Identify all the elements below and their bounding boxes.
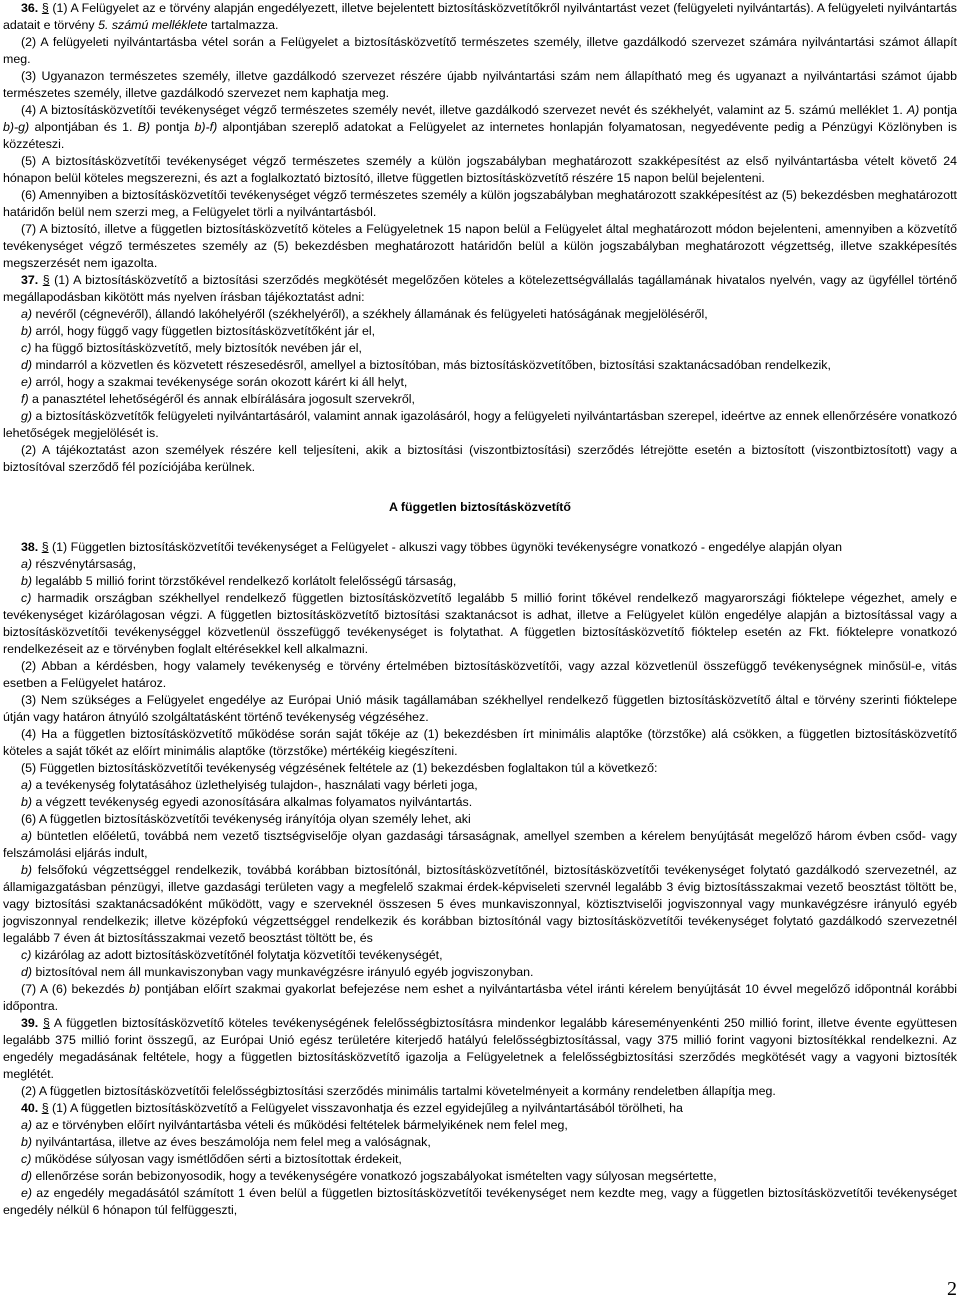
paragraph: (4) Ha a független biztosításközvetítő működése során saját tőkéje az (1) bekezdésben írt minimális alaptőke (törzstőke) alá csökken, a független biztosításközvetítő köteles a saját tőkét az előírt minimális alaptőke (törzstőke) mértékéig kiegészíteni. xyxy=(3,727,957,758)
paragraph: (2) Abban a kérdésben, hogy valamely tevékenység e törvény értelmében biztosításközvetítői, vagy azzal közvetlenül összefüggő tevékenységnek minősül-e, vitás esetben a Felügyelet határoz. xyxy=(3,659,957,690)
paragraph: c) kizárólag az adott biztosításközvetítőnél folytatja közvetítői tevékenységét, xyxy=(21,948,443,962)
paragraph: b) arról, hogy függő vagy független biztosításközvetítőként jár el, xyxy=(21,324,376,338)
paragraph: (7) A biztosító, illetve a független biztosításközvetítő köteles a Felügyeletnek 15 napon belül a Felügyelet által meghatározott módon bejelenteni, amennyiben a közvetítő tevékenységet végző természetes személy az (5) bekezdésben meghatározott határidőn belül a külön jogszabályban meghatározott végzettség, illetve szakképesítés megszerzését nem igazolta. xyxy=(3,222,957,270)
paragraph: c) működése súlyosan vagy ismétlődően sérti a biztosítottak érdekeit, xyxy=(21,1152,402,1166)
paragraph: e) arról, hogy a szakmai tevékenysége során okozott kárért ki áll helyt, xyxy=(21,375,408,389)
paragraph: b) a végzett tevékenység egyedi azonosítására alkalmas folyamatos nyilvántartás. xyxy=(21,795,473,809)
paragraph: (5) Független biztosításközvetítői tevékenység végzésének feltétele az (1) bekezdésben foglaltakon túl a következő: xyxy=(21,761,658,775)
paragraph: a) büntetlen előéletű, továbbá nem vezető tisztségviselője olyan gazdasági társaságnak, amellyel szemben a kérelem benyújtását megelőző három évben csőd- vagy felszámolási eljárás indult, xyxy=(3,829,957,860)
paragraph: (5) A biztosításközvetítői tevékenységet végző természetes személy a külön jogszabályban meghatározott szakképesítést az első nyilvántartásba vételt követő 24 hónapon belül köteles megszerezni, és azt a foglalkoztató biztosító, illetve független biztosításközvetítő részére 15 napon belül bejelenteni. xyxy=(3,154,957,185)
paragraph: (7) A (6) bekezdés b) pontjában előírt szakmai gyakorlat befejezése nem eshet a nyilvántartásba vétel iránti kérelem benyújtását 10 évvel megelőző időpontnál korábbi időpontra. xyxy=(3,982,957,1013)
paragraph: (3) Nem szükséges a Felügyelet engedélye az Európai Unió másik tagállamában székhellyel rendelkező független biztosításközvetítő által e törvény szerinti fióktelepe útján vagy határon átnyúló szolgáltatásként történő tevékenység végzéséhez. xyxy=(3,693,957,724)
paragraph: 37. § (1) A biztosításközvetítő a biztosítási szerződés megkötését megelőzően köteles a kötelezettségvállalás tagállamának hivatalos nyelvén, vagy az ügyféllel történő megállapodásban kikötött más nyelven írásban tájékoztatást adni: xyxy=(3,273,957,304)
paragraph: (6) A független biztosításközvetítői tevékenység irányítója olyan személy lehet, aki xyxy=(21,812,471,826)
paragraph: (2) A független biztosításközvetítői felelősségbiztosítási szerződés minimális tartalmi követelményeit a kormány rendeletben állapítja meg. xyxy=(21,1084,776,1098)
paragraph: a) nevéről (cégnevéről), állandó lakóhelyéről (székhelyéről), a székhely államának és felügyeleti hatóságának megjelöléséről, xyxy=(21,307,708,321)
paragraph: (4) A biztosításközvetítői tevékenységet végző természetes személy nevét, illetve gazdálkodó szervezet nevét és székhelyét, valamint az 5. számú melléklet 1. A) pontja b)-g) alpontjában és 1. B) pontja b)-f) alpontjában szereplő adatokat a Felügyelet az internetes honlapján folyamatosan, negyedévente pedig a Pénzügyi Közlönyben is közzéteszi. xyxy=(3,103,957,151)
paragraph: a) a tevékenység folytatásához üzlethelyiség tulajdon-, használati vagy bérleti joga, xyxy=(21,778,478,792)
paragraph: b) felsőfokú végzettséggel rendelkezik, továbbá korábban biztosítónál, biztosításközvetítőnél, biztosításközvetítői tevékenységet folytató gazdálkodó szervezetnél, az államigazgatásban pénzügyi, illetve gazdasági területen vagy a megfelelő szakmai érdek-képviseleti szervnél legalább 3 évig biztosításszakmai vezető beosztást töltött be, vagy biztosítási szaktanácsadóként működött, vagy e szerveknél összesen 5 éves munkaviszonnyal, köztisztviselői jogviszonnyal vagy munkavégzésre irányuló egyéb jogviszonnyal rendelkezik; illetve középfokú végzettséggel rendelkezik és korábban biztosítónál vagy biztosításközvetítői tevékenységet folytató gazdálkodó szervezetnél legalább 7 éven át biztosításszakmai vezető beosztást töltött be, és xyxy=(3,863,957,945)
paragraph: 39. § A független biztosításközvetítő köteles tevékenységének felelősségbiztosításra mindenkor legalább káreseményenkénti 250 millió forint, illetve évente együttesen legalább 375 millió forint összegű, az Európai Unió egész területére kiterjedő hatályú felelősségbiztosítással, vagy 375 millió forint vagyoni biztosítékkal rendelkezni. Az engedély megadásának feltétele, hogy a független biztosításközvetítő igazolja a Felügyeletnek a felelősségbiztosítási szerződés megkötését vagy a vagyoni biztosíték meglétét. xyxy=(3,1016,957,1081)
paragraph: 38. § (1) Független biztosításközvetítői tevékenységet a Felügyelet - alkuszi vagy többes ügynöki tevékenységre vonatkozó - engedélye alapján olyan xyxy=(21,540,843,554)
paragraph: a) részvénytársaság, xyxy=(21,557,137,571)
paragraph: 36. § (1) A Felügyelet az e törvény alapján engedélyezett, illetve bejelentett biztosításközvetítőkről nyilvántartást vezet (felügyeleti nyilvántartás). A felügyeleti nyilvántartás adatait e törvény 5. számú melléklete tartalmazza. xyxy=(3,1,957,32)
paragraph: d) biztosítóval nem áll munkaviszonyban vagy munkavégzésre irányuló egyéb jogviszonyban. xyxy=(21,965,534,979)
paragraph: d) mindarról a közvetlen és közvetett részesedésről, amellyel a biztosítóban, más biztosításközvetítőben, biztosítási szaktanácsadóban rendelkezik, xyxy=(21,358,831,372)
document-body xyxy=(3,0,957,1219)
paragraph: c) harmadik országban székhellyel rendelkező független biztosításközvetítő legalább 5 millió forint tőkével rendelkező magyarországi fióktelepe végezhet, amely e tevékenységet kizárólagosan végzi. A független biztosításközvetítő biztosítási szaktanácsot is adhat, illetve a Felügyelet külön engedélye alapján a biztosítással vagy a biztosításközvetítői tevékenységgel közvetlenül összefüggő tevékenységet is folytathat. A független biztosításközvetítő fióktelep esetén az Fkt. fióktelepre vonatkozó rendelkezéseit az e törvényben foglalt eltérésekkel kell alkalmazni. xyxy=(3,591,957,656)
paragraph: (2) A tájékoztatást azon személyek részére kell teljesíteni, akik a biztosítási (viszontbiztosítási) szerződés létrejötte esetén a biztosított (viszontbiztosított) vagy a biztosítóval szerződő fél pozíciójába kerülnek. xyxy=(3,443,957,474)
paragraph: c) ha függő biztosításközvetítő, mely biztosítók nevében jár el, xyxy=(21,341,362,355)
paragraph: a) az e törvényben előírt nyilvántartásba vételi és működési feltételek bármelyikének nem felel meg, xyxy=(21,1118,568,1132)
paragraph: d) ellenőrzése során bebizonyosodik, hogy a tevékenységére vonatkozó jogszabályokat ismételten vagy súlyosan megsértette, xyxy=(21,1169,717,1183)
paragraph: e) az engedély megadásától számított 1 éven belül a független biztosításközvetítői tevékenységet nem kezdte meg, vagy a független biztosításközvetítői tevékenységet engedély nélkül 6 hónapon túl felfüggeszti, xyxy=(3,1186,957,1217)
paragraph: (6) Amennyiben a biztosításközvetítői tevékenységet végző természetes személy a külön jogszabályban meghatározott szakképesítést az (5) bekezdésben meghatározott határidőn belül nem szerzi meg, a Felügyelet törli a nyilvántartásból. xyxy=(3,188,957,219)
paragraph: b) legalább 5 millió forint törzstőkével rendelkező korlátolt felelősségű társaság, xyxy=(21,574,457,588)
paragraph: 40. § (1) A független biztosításközvetítő a Felügyelet visszavonhatja és ezzel egyidejűleg a nyilvántartásából törölheti, ha xyxy=(21,1101,683,1115)
paragraph: f) a panasztétel lehetőségéről és annak elbírálására jogosult szervekről, xyxy=(21,392,415,406)
section-heading: A független biztosításközvetítő xyxy=(389,500,571,514)
paragraph: g) a biztosításközvetítők felügyeleti nyilvántartásáról, valamint annak igazolásáról, hogy a felügyeleti nyilvántartásban szerepel, ideértve az ennek ellenőrzésére vonatkozó lehetőségek megjelölését is. xyxy=(3,409,957,440)
paragraph: (3) Ugyanazon természetes személy, illetve gazdálkodó szervezet részére újabb nyilvántartási szám nem állapítható meg és ugyanazt a nyilvántartási számot újabb természetes személy, illetve gazdálkodó szervezet nem kaphatja meg. xyxy=(3,69,957,100)
page-number: 2 xyxy=(947,1278,957,1300)
paragraph: b) nyilvántartása, illetve az éves beszámolója nem felel meg a valóságnak, xyxy=(21,1135,431,1149)
paragraph: (2) A felügyeleti nyilvántartásba vétel során a Felügyelet a biztosításközvetítő természetes személy, illetve gazdálkodó szervezet számára nyilvántartási számot állapít meg. xyxy=(3,35,957,66)
